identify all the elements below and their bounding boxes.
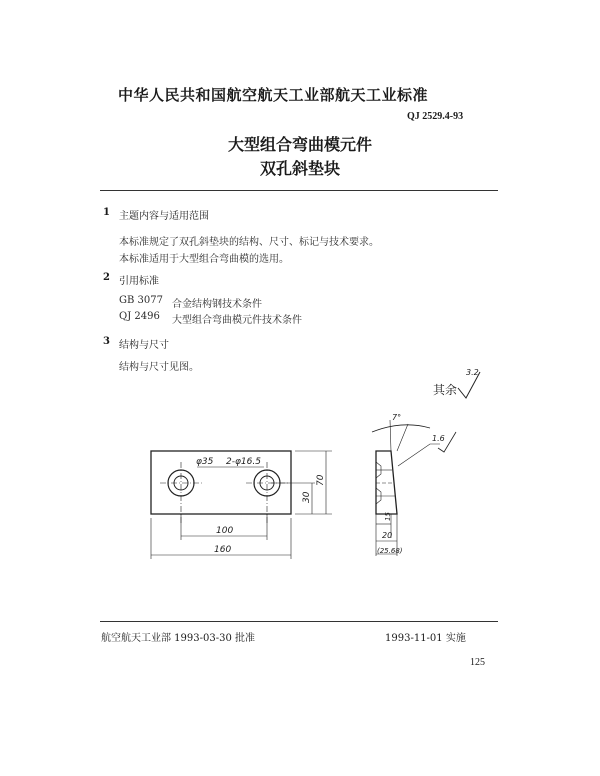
implementation-date: 1993-11-01 实施 <box>385 633 466 644</box>
side-view <box>376 451 397 514</box>
dim-height: 70 <box>316 474 326 486</box>
section-1-line-1: 本标准规定了双孔斜垫块的结构、尺寸、标记与技术要求。 <box>119 237 379 248</box>
document-subtitle: 双孔斜垫块 <box>259 159 340 178</box>
dim-15: 15 <box>384 512 392 521</box>
section-1-number: 1 <box>103 207 110 218</box>
dim-20: 20 <box>382 531 393 540</box>
approval-date: 航空航天工业部 1993-03-30 批准 <box>101 633 256 644</box>
section-1-title: 主题内容与适用范围 <box>119 211 209 222</box>
section-3-number: 3 <box>103 336 110 347</box>
reference-code: GB 3077 <box>119 295 163 306</box>
section-3-line-1: 结构与尺寸见图。 <box>119 362 199 373</box>
roughness-note: 其余 <box>433 383 458 397</box>
section-2-number: 2 <box>103 272 110 283</box>
footer-divider <box>100 621 498 622</box>
section-2-title: 引用标准 <box>119 276 159 287</box>
dim-roughness-side: 1.6 <box>432 434 445 443</box>
reference-code: QJ 2496 <box>119 311 160 322</box>
dim-large-hole: φ35 <box>196 457 214 467</box>
dim-hole-spacing: 100 <box>216 526 234 536</box>
page-number: 125 <box>470 657 485 668</box>
document-title: 大型组合弯曲模元件 <box>227 135 372 154</box>
standard-number: QJ 2529.4-93 <box>407 111 464 122</box>
dim-length: 160 <box>214 545 232 555</box>
dim-small-hole: 2-φ16.5 <box>226 457 261 467</box>
dim-hole-center-height: 30 <box>302 491 312 503</box>
front-view <box>151 451 291 525</box>
roughness-value: 3.2 <box>466 368 479 377</box>
reference-name: 大型组合弯曲模元件技术条件 <box>172 315 302 326</box>
dim-angle: 7° <box>392 413 402 422</box>
section-1-line-2: 本标准适用于大型组合弯曲模的选用。 <box>119 254 289 265</box>
dim-side-total: (25.68) <box>377 547 403 555</box>
section-3-title: 结构与尺寸 <box>119 340 169 351</box>
issuing-organization: 中华人民共和国航空航天工业部航天工业标准 <box>118 86 429 104</box>
reference-name: 合金结构钢技术条件 <box>172 299 262 310</box>
